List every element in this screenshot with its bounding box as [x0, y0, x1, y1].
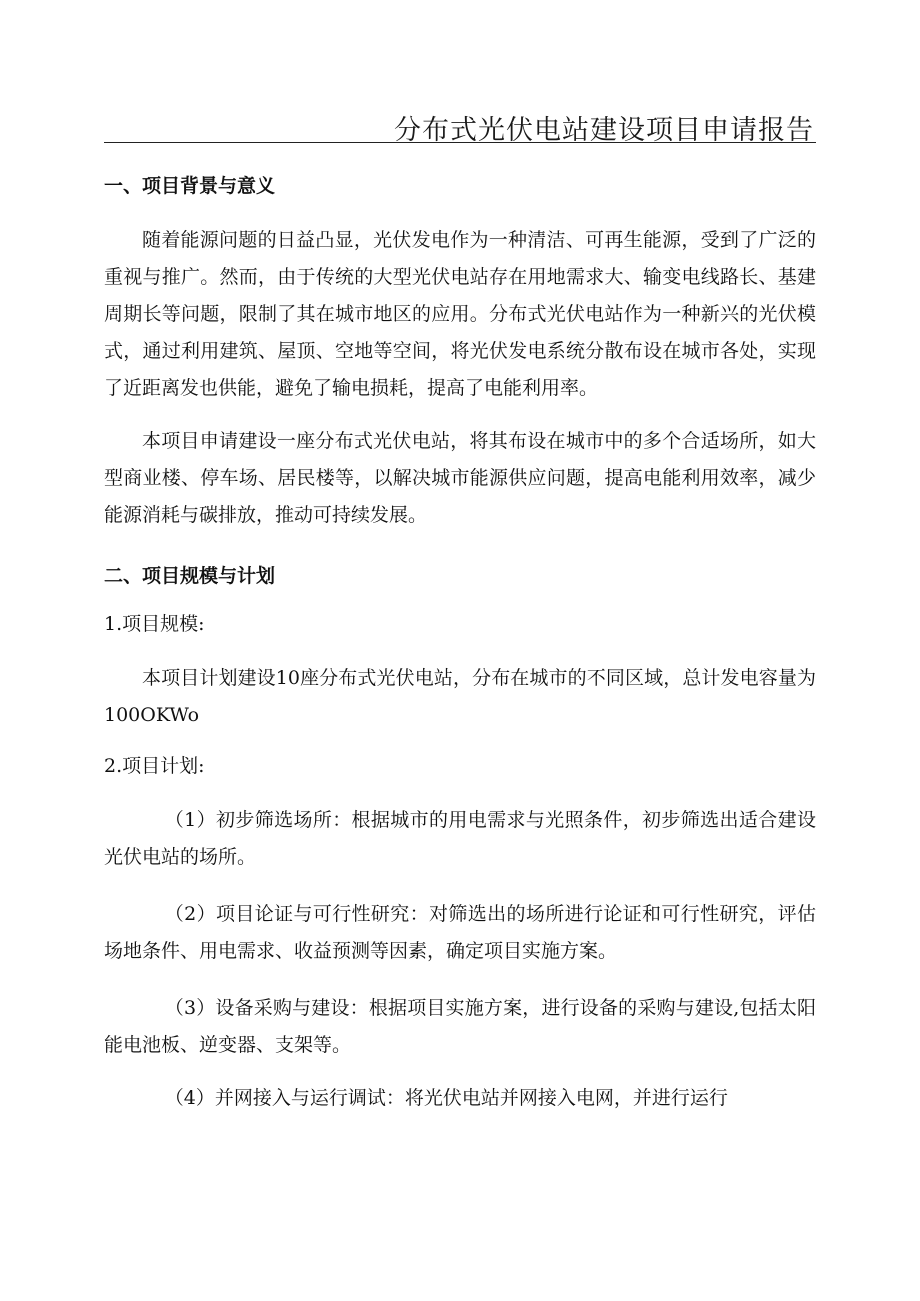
section-heading-scale-plan: 二、项目规模与计划 — [104, 565, 276, 587]
scale-label: 1.项目规模: — [104, 613, 205, 635]
background-paragraph-1: 随着能源问题的日益凸显，光伏发电作为一种清洁、可再生能源，受到了广泛的重视与推广。然而，由于传统的大型光伏电站存在用地需求大、输变电线路长、基建周期长等问题，限制了其在城市地区的应用。分布式光伏电站作为一种新兴的光伏模式，通过利用建筑、屋顶、空地等空间，将光伏发电系统分散布设在城市各处，实现了近距离发也供能，避免了输电损耗，提高了电能利用率。 — [104, 229, 816, 399]
plan-item-4: （4）并网接入与运行调试：将光伏电站并网接入电网，并进行运行 — [164, 1087, 728, 1109]
plan-item-3: （3）设备采购与建设：根据项目实施方案，进行设备的采购与建设,包括太阳能电池板、逆变器、支架等。 — [104, 997, 816, 1056]
section-heading-background: 一、项目背景与意义 — [104, 175, 276, 197]
document-title: 分布式光伏电站建设项目申请报告 — [394, 115, 814, 146]
background-paragraph-2: 本项目申请建设一座分布式光伏电站，将其布设在城市中的多个合适场所，如大型商业楼、停车场、居民楼等，以解决城市能源供应问题，提高电能利用效率，减少能源消耗与碳排放，推动可持续发展。 — [104, 430, 816, 526]
plan-label: 2.项目计划: — [104, 755, 205, 777]
plan-item-1: （1）初步筛选场所：根据城市的用电需求与光照条件，初步筛选出适合建设光伏电站的场所。 — [104, 809, 816, 868]
title-underline — [104, 142, 816, 143]
plan-item-2: （2）项目论证与可行性研究：对筛选出的场所进行论证和可行性研究，评估场地条件、用电需求、收益预测等因素，确定项目实施方案。 — [104, 903, 816, 962]
scale-paragraph: 本项目计划建设10座分布式光伏电站，分布在城市的不同区域，总计发电容量为100OKWo — [104, 667, 816, 726]
document-body — [104, 170, 816, 1117]
